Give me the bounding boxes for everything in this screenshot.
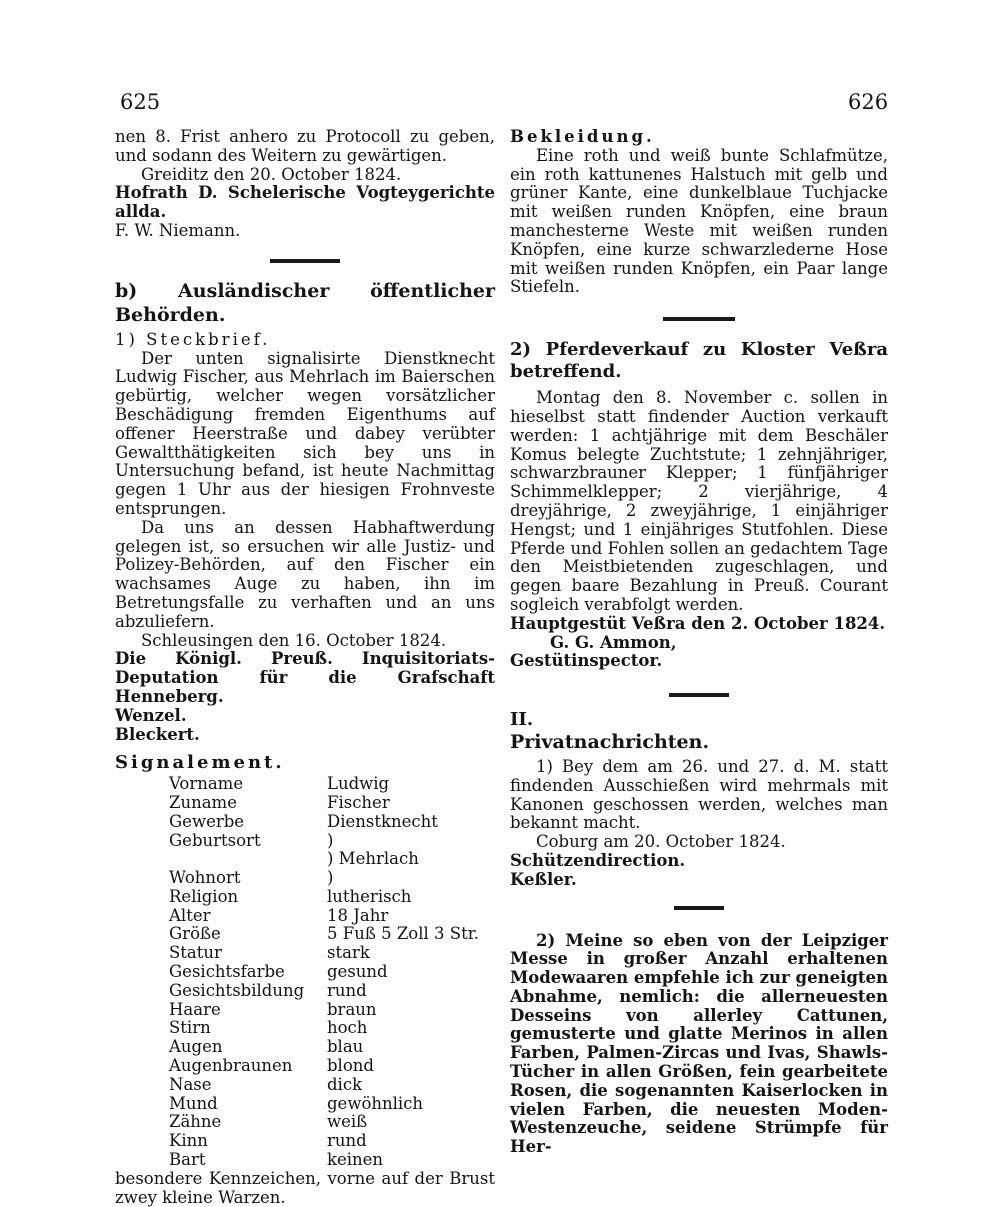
signalement-row — [115, 1038, 495, 1057]
signalement-label: Geburtsort — [169, 830, 261, 850]
private-news-heading: Privatnachrichten. — [510, 730, 710, 753]
signalement-label: Zähne — [169, 1112, 222, 1132]
signature-bleckert: Bleckert. — [115, 724, 200, 744]
steckbrief-paragraph-2: Da uns an dessen Habhaftwerdung gelegen ist, so ersuchen wir alle Justiz- und Polizey-Behörden, auf den Fischer ein wachsames Auge zu haben, ihn im Betretungsfalle zu verhaften und an uns abzuliefern. — [115, 517, 495, 631]
steckbrief-paragraph-1: Der unten signalisirte Dienstknecht Ludwig Fischer, aus Mehrlach im Baierschen gebürtig, welcher wegen vorsätzlicher Beschädigung fremden Eigenthums auf offener Heerstraße und dabey verübter Gewaltthätigkeiten sich bey uns in Untersuchung befand, ist heute Nachmittag gegen 1 Uhr aus der hiesigen Frohnveste entsprungen. — [115, 348, 495, 518]
signalement-row — [115, 888, 495, 907]
notice-1-name: Keßler. — [510, 869, 577, 889]
divider — [663, 317, 735, 321]
issuing-authority: Die Königl. Preuß. Inquisitoriats-Deputation für die Grafschaft Henneberg. — [115, 649, 495, 706]
signalement-row — [115, 794, 495, 813]
notice-2: 2) Meine so eben von der Leipziger Messe in großer Anzahl erhaltenen Modewaaren empfehle ich zur geneigten Abnahme, nemlich: die allerneuesten Desseins von allerley Cattunen, gemusterte und glatte Merinos in allen Farben, Palmen-Zircas und Ivas, Shawls-Tücher in allen Größen, fein gearbeitete Rosen, die sogenannten Kaiserlocken in vielen Farben, die neuesten Moden-Westenzeuche, seidene Strümpfe für Her- — [510, 930, 888, 1157]
signalement-row — [115, 944, 495, 963]
signalement-value: gesund — [327, 962, 388, 982]
signalement-row — [115, 1113, 495, 1132]
steckbrief-date: Schleusingen den 16. October 1824. — [141, 630, 447, 650]
clerk-signature: F. W. Niemann. — [115, 220, 241, 240]
signalement-label: Kinn — [169, 1131, 208, 1151]
horse-sale-place: Hauptgestüt Veßra den 2. October 1824. — [510, 613, 886, 633]
place-date: Greiditz den 20. October 1824. — [141, 164, 402, 184]
signalement-row — [115, 1001, 495, 1020]
signalement-value: Fischer — [327, 792, 390, 812]
signalement-row — [115, 907, 495, 926]
signalement-label: Augenbraunen — [169, 1056, 293, 1076]
right-column — [510, 128, 888, 1157]
divider — [674, 906, 724, 910]
signalement-label: Wohnort — [169, 868, 241, 888]
signalement-label: Haare — [169, 999, 221, 1019]
signalement-value: keinen — [327, 1150, 384, 1170]
signalement-label: Statur — [169, 943, 222, 963]
horse-sale-signature: G. G. Ammon, — [550, 632, 677, 652]
signature-wenzel: Wenzel. — [115, 705, 187, 725]
signalement-row — [115, 832, 495, 851]
signalement-row — [115, 1019, 495, 1038]
page-number-left: 625 — [120, 90, 161, 114]
signalement-row — [115, 813, 495, 832]
signalement-label: Gesichtsfarbe — [169, 962, 285, 982]
signalement-row — [115, 1151, 495, 1170]
continued-text: nen 8. Frist anhero zu Protocoll zu geben, und sodann des Weitern zu gewärtigen. — [115, 127, 495, 165]
horse-sale-heading: 2) Pferdeverkauf zu Kloster Veßra betreffend. — [510, 339, 888, 383]
special-marks: besondere Kennzeichen, vorne auf der Brust zwey kleine Warzen. — [115, 1168, 495, 1207]
signalement-label: Religion — [169, 886, 239, 906]
signalement-value: Ludwig — [327, 774, 390, 794]
horse-sale-title: Gestütinspector. — [510, 651, 663, 671]
steckbrief-heading: 1) Steckbrief. — [115, 329, 271, 349]
signalement-row — [115, 1095, 495, 1114]
signalement-label — [115, 850, 327, 869]
signalement-label: Vorname — [169, 774, 244, 794]
signalement-value: Dienstknecht — [327, 811, 438, 831]
signalement-row — [115, 850, 495, 869]
section-heading-b: b) Ausländischer öffentlicher Behörden. — [115, 279, 495, 326]
signalement-label: Augen — [169, 1037, 223, 1057]
signalement-value: ) — [327, 868, 334, 888]
signalement-value: stark — [327, 943, 370, 963]
clothing-text: Eine roth und weiß bunte Schlafmütze, ein roth kattunenes Halstuch mit gelb und grüner Kante, eine dunkelblaue Tuchjacke mit weißen runden Knöpfen, eine braun manchesterne Weste mit weißen runden Knöpfen, eine kurze schwarzlederne Hose mit weißen runden Knöpfen, ein Paar lange Stiefeln. — [510, 145, 888, 297]
signalement-value: lutherisch — [327, 886, 412, 906]
signalement-value: ) — [327, 830, 334, 850]
notice-1-signature: Schützendirection. — [510, 850, 686, 870]
signalement-label: Größe — [169, 924, 221, 944]
signalement-value: braun — [327, 999, 377, 1019]
signalement-value: weiß — [327, 1112, 368, 1132]
signalement-row — [115, 925, 495, 944]
notice-1-place: Coburg am 20. October 1824. — [536, 832, 786, 852]
signalement-row — [115, 1057, 495, 1076]
signalement-row — [115, 982, 495, 1001]
signalement-label: Nase — [169, 1074, 212, 1094]
signalement-value: gewöhnlich — [327, 1093, 424, 1113]
notice-1: 1) Bey dem am 26. und 27. d. M. statt findenden Ausschießen wird mehrmals mit Kanonen geschossen werden, welches man bekannt macht. — [510, 756, 888, 833]
signalement-label: Bart — [169, 1150, 206, 1170]
signalement-label: Gesichtsbildung — [169, 980, 305, 1000]
signalement-value: blau — [327, 1037, 364, 1057]
signalement-row — [115, 963, 495, 982]
signalement-label: Zuname — [169, 792, 237, 812]
signalement-row — [115, 1132, 495, 1151]
signalement-label: Gewerbe — [169, 811, 245, 831]
divider — [669, 693, 729, 697]
court-name: Hofrath D. Schelerische Vogteygerichte allda. — [115, 183, 495, 222]
signalement-value: blond — [327, 1056, 374, 1076]
signalement-table — [115, 775, 495, 1170]
signalement-row — [115, 1076, 495, 1095]
page-number-right: 626 — [848, 90, 889, 114]
divider — [270, 259, 340, 263]
signalement-value: hoch — [327, 1018, 368, 1038]
signalement-label: Alter — [169, 905, 211, 925]
clothing-heading: Bekleidung. — [510, 127, 655, 146]
signalement-label: Mund — [169, 1093, 218, 1113]
signalement-value: dick — [327, 1074, 363, 1094]
signalement-value: 18 Jahr — [327, 905, 389, 925]
signalement-value: ) Mehrlach — [327, 849, 419, 869]
signalement-row — [115, 775, 495, 794]
signalement-heading: Signalement. — [115, 752, 285, 774]
signalement-row — [115, 869, 495, 888]
section-roman-numeral: II. — [510, 709, 534, 731]
signalement-label: Stirn — [169, 1018, 211, 1038]
signalement-value: 5 Fuß 5 Zoll 3 Str. — [327, 924, 480, 944]
horse-sale-text: Montag den 8. November c. sollen in hieselbst statt findender Auction verkauft werden: 1 achtjährige mit dem Beschäler Komus belegte Zuchtstute; 1 zehnjähriger, schwarzbrauner Klepper; 1 fünfjähriger Schimmelklepper; 2 vierjährige, 4 dreyjährige, 2 zweyjährige, 1 einjähriger Hengst; und 1 einjähriges Stutfohlen. Diese Pferde und Fohlen sollen an gedachtem Tage den Meistbietenden zugeschlagen, und gegen baare Bezahlung in Preuß. Courant sogleich verabfolgt werden. — [510, 388, 888, 614]
signalement-value: rund — [327, 980, 367, 1000]
signalement-value: rund — [327, 1131, 367, 1151]
left-column — [115, 128, 495, 1207]
